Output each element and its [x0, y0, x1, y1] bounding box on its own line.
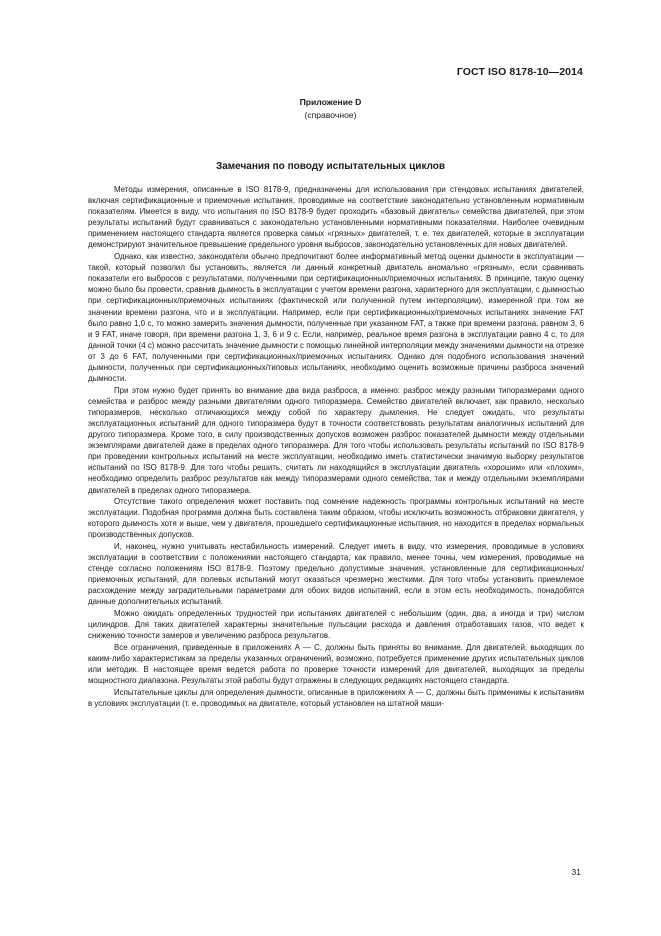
standard-code: ГОСТ ISO 8178-10—2014	[456, 66, 583, 78]
body-text	[88, 184, 584, 709]
page-number: 31	[571, 867, 581, 877]
annex-subtitle: (справочное)	[304, 110, 357, 120]
paragraph-4: Отсутствие такого определения может поставить под сомнение надежность программы контрольных испытаний на месте эксплуатации. Подобная программа должна быть составлена таким образом, чтобы исключить возможность отбраковки двигателя, у которого дымность хотя и выше, чем у двигателя, прошедшего сертификационные испытания, но находится в пределах нормальных производственных допусков.	[88, 497, 584, 540]
section-title: Замечания по поводу испытательных циклов	[215, 161, 446, 172]
paragraph-3: При этом нужно будет принять во внимание два вида разброса, а именно: разброс между разными типоразмерами одного семейства и разброс между разными двигателями одного типоразмера. Семейство двигателей включает, как правило, несколько типоразмеров, несколько отличающихся между собой по характеру дымления. Не следует ожидать, что результаты эксплуатационных испытаний для одного типоразмера будут в точности соответствовать результатам аналогичных испытаний для другого типоразмера. Кроме того, в силу производственных допусков возможен разброс показателей дымности между отдельными экземплярами двигателей даже в пределах одного типоразмера. Для того чтобы использовать результаты испытаний по ISO 8178-9 при проведении контрольных испытаний на месте эксплуатации, необходимо иметь статистически значимую выборку результатов испытаний по ISO 8178-9. Для того чтобы решить, считать ли находящийся в эксплуатации двигатель «хорошим» или «плохим», необходимо определить разброс результатов как между типоразмерами одного семейства, так и между отдельными экземплярами двигателей в пределах одного типоразмера.	[88, 385, 584, 495]
paragraph-8: Испытательные циклы для определения дымности, описанные в приложениях A — C, должны быть применимы к испытаниям в условиях эксплуатации (т. е. проводимых на двигателе, который установлен на штатной маши-	[88, 687, 584, 708]
paragraph-5: И, наконец, нужно учитывать нестабильность измерений. Следует иметь в виду, что измерения, проводимые в условиях эксплуатации в соответствии с положениями настоящего стандарта, как правило, менее точны, чем измерения, проводимые на стенде согласно положениям ISO 8178-9. Поэтому предельно допустимые значения, установленные для сертификационных/приемочных испытаний, для полевых испытаний могут оказаться чрезмерно жесткими. Для того чтобы установить приемлемое расхождение между заградительными параметрами для обоих видов испытаний, если в этом есть необходимость, понадобятся данные дополнительных испытаний.	[88, 542, 584, 607]
paragraph-6: Можно ожидать определенных трудностей при испытаниях двигателей с небольшим (один, два, а иногда и три) числом цилиндров. Для таких двигателей характерны значительные пульсации расхода и давления отработавших газов, что ведет к снижению точности замеров и увеличению разброса результатов.	[88, 609, 584, 641]
annex-title: Приложение D	[299, 97, 362, 107]
annex-heading	[0, 96, 661, 122]
paragraph-1: Методы измерения, описанные в ISO 8178-9, предназначены для использования при стендовых испытаниях двигателей, включая сертификационные и приемочные испытания, проводимые на соответствие законодательно установленным нормативным показателям. Имеется в виду, что испытания по ISO 8178-9 будет проходить «базовый двигатель» семейства двигателей, при этом результаты испытаний будут сравниваться с законодательно установленными нормативными показателями. Наиболее очевидным применением настоящего стандарта является проверка самых «грязных» двигателей, т. е. тех двигателей, которые в эксплуатации демонстрируют значительное превышение предельного уровня выбросов, законодательно установленных для новых двигателей.	[88, 185, 584, 250]
paragraph-2: Однако, как известно, законодатели обычно предпочитают более информативный метод оценки дымности в эксплуатации — такой, который позволил бы установить, является ли данный конкретный двигатель аномально «грязным», если сравнивать показатели его выбросов с результатами, полученными при сертификационных/приемочных испытаниях. В принципе, такую оценку можно было бы провести, сравнив дымность в эксплуатации с учетом времени разгона, характерного для эксплуатации, с дымностью при сертификационных/приемочных испытаниях (фактической или полученной путем интерполяции), измеренной при том же значении времени разгона, что и в эксплуатации. Например, если при сертификационных/приемочных испытаниях значение FAT было равно 1,0 с, то можно замерить значения дымности, полученные при указанном FAT, а также при времени разгона, равном 3, 6 и 9 FAT, иначе говоря, при времени разгона 1, 3, 6 и 9 с. Если, например, реальное время разгона в эксплуатации равно 4 с, то для данной точки (4 с) можно рассчитать значение дымности с помощью линейной интерполяции между значениями дымности на отрезке от 3 до 6 FAT, полученными при сертификационных/приемочных испытаниях. Однако для подобного использования значений дымности, полученных при сертификационных/типовых испытаниях, необходимо оценить возможные причины разброса значений дымности.	[88, 252, 584, 384]
paragraph-7: Все ограничения, приведенные в приложениях A — C, должны быть приняты во внимание. Для двигателей, выходящих по каким-либо характеристикам за пределы указанных ограничений, возможно, потребуется применение других испытательных циклов или методик. В настоящее время ведется работа по проверке точности измерений для двигателей, выходящих за пределы мощностного диапазона. Результаты этой работы будут отражены в следующих редакциях настоящего стандарта.	[88, 642, 584, 686]
